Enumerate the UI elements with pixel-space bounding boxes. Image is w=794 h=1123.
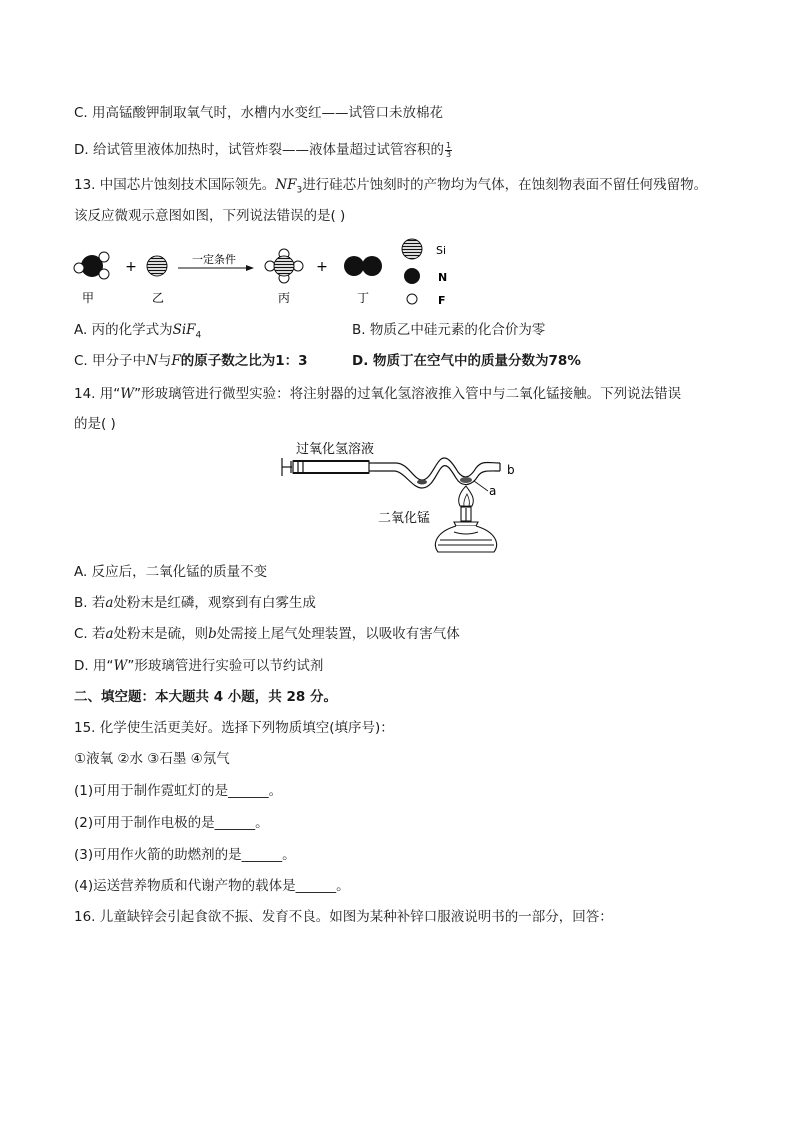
label-ding: 丁 <box>356 291 370 305</box>
q13-reaction-diagram <box>70 236 490 314</box>
q14-stem-line1: 14. 用“W”形玻璃管进行微型实验：将注射器的过氧化氢溶液推入管中与二氧化锰接触。下列说法错误 <box>74 386 682 402</box>
legend-si-label: Si <box>436 244 447 257</box>
plus-sign-2: + <box>316 259 328 275</box>
powder-a <box>460 477 472 483</box>
mno2-powder <box>417 480 427 485</box>
label-mno2: 二氧化锰 <box>378 511 431 526</box>
q13-option-c: C. 甲分子中N与F的原子数之比为1：3 <box>74 353 308 369</box>
q12-option-c: C. 用高锰酸钾制取氧气时，水槽内水变红——试管口未放棉花 <box>74 105 444 121</box>
section-heading-fill-in: 二、填空题：本大题共 4 小题，共 28 分。 <box>74 689 337 705</box>
q13-stem-line1: 13. 中国芯片蚀刻技术国际领先。$NF_3$进行硅芯片蚀刻时的产物均为气体，在蚀刻物表面不留任何残留物。 <box>74 177 708 196</box>
q14-w-tube-apparatus <box>278 436 518 558</box>
q14-option-d: D. 用“W”形玻璃管进行实验可以节约试剂 <box>74 658 324 674</box>
q14-stem-line2: 的是( ) <box>74 416 116 432</box>
q12-option-d: D. 给试管里液体加热时，试管炸裂——液体量超过试管容积的 $\frac{1}{3}$ <box>74 140 452 159</box>
legend-si-atom <box>402 239 422 259</box>
q15-part-3: (3)可用作火箭的助燃剂的是______。 <box>74 847 296 863</box>
q14-option-b: B. 若a处粉末是红磷，观察到有白雾生成 <box>74 595 316 611</box>
q15-part-1: (1)可用于制作霓虹灯的是______。 <box>74 783 283 799</box>
plus-sign-1: + <box>125 259 137 275</box>
q15-stem: 15. 化学使生活更美好。选择下列物质填空(填序号)： <box>74 720 394 736</box>
label-bing: 丙 <box>277 291 291 305</box>
q15-choices: ①液氧 ②水 ③石墨 ④氖气 <box>74 751 230 767</box>
molecule-jia <box>74 252 109 279</box>
q13-option-a: A. 丙的化学式为SiF$_4$ <box>74 322 202 341</box>
reaction-condition: 一定条件 <box>192 253 236 266</box>
label-yi: 乙 <box>151 291 165 305</box>
q15-part-2: (2)可用于制作电极的是______。 <box>74 815 269 831</box>
q15-part-4: (4)运送营养物质和代谢产物的载体是______。 <box>74 878 350 894</box>
fraction-one-third: $\frac{1}{3}$ <box>445 140 452 159</box>
label-h2o2-solution: 过氧化氢溶液 <box>296 442 375 457</box>
legend-n-atom <box>404 268 420 284</box>
q13-option-b: B. 物质乙中硅元素的化合价为零 <box>352 322 546 338</box>
legend-f-label: F <box>438 294 446 307</box>
molecule-bing <box>265 249 303 283</box>
q14-option-c: C. 若a处粉末是硫，则b处需接上尾气处理装置，以吸收有害气体 <box>74 626 460 642</box>
molecule-ding <box>344 256 382 276</box>
label-a: a <box>489 484 497 498</box>
alcohol-lamp <box>435 507 496 552</box>
label-jia: 甲 <box>81 291 95 305</box>
pointer-a <box>474 481 488 491</box>
w-glass-tube <box>375 458 500 488</box>
legend-f-atom <box>407 294 417 304</box>
q13-option-d: D. 物质丁在空气中的质量分数为78% <box>352 353 581 369</box>
syringe <box>282 458 375 476</box>
q14-option-a: A. 反应后，二氧化锰的质量不变 <box>74 564 268 580</box>
q13-stem-line2: 该反应微观示意图如图，下列说法错误的是( ) <box>74 208 346 224</box>
arrow-head <box>246 265 254 271</box>
label-b: b <box>507 463 515 477</box>
legend-n-label: N <box>438 271 448 284</box>
molecule-yi <box>147 256 167 276</box>
q16-stem: 16. 儿童缺锌会引起食欲不振、发育不良。如图为某种补锌口服液说明书的一部分，回答： <box>74 909 613 925</box>
